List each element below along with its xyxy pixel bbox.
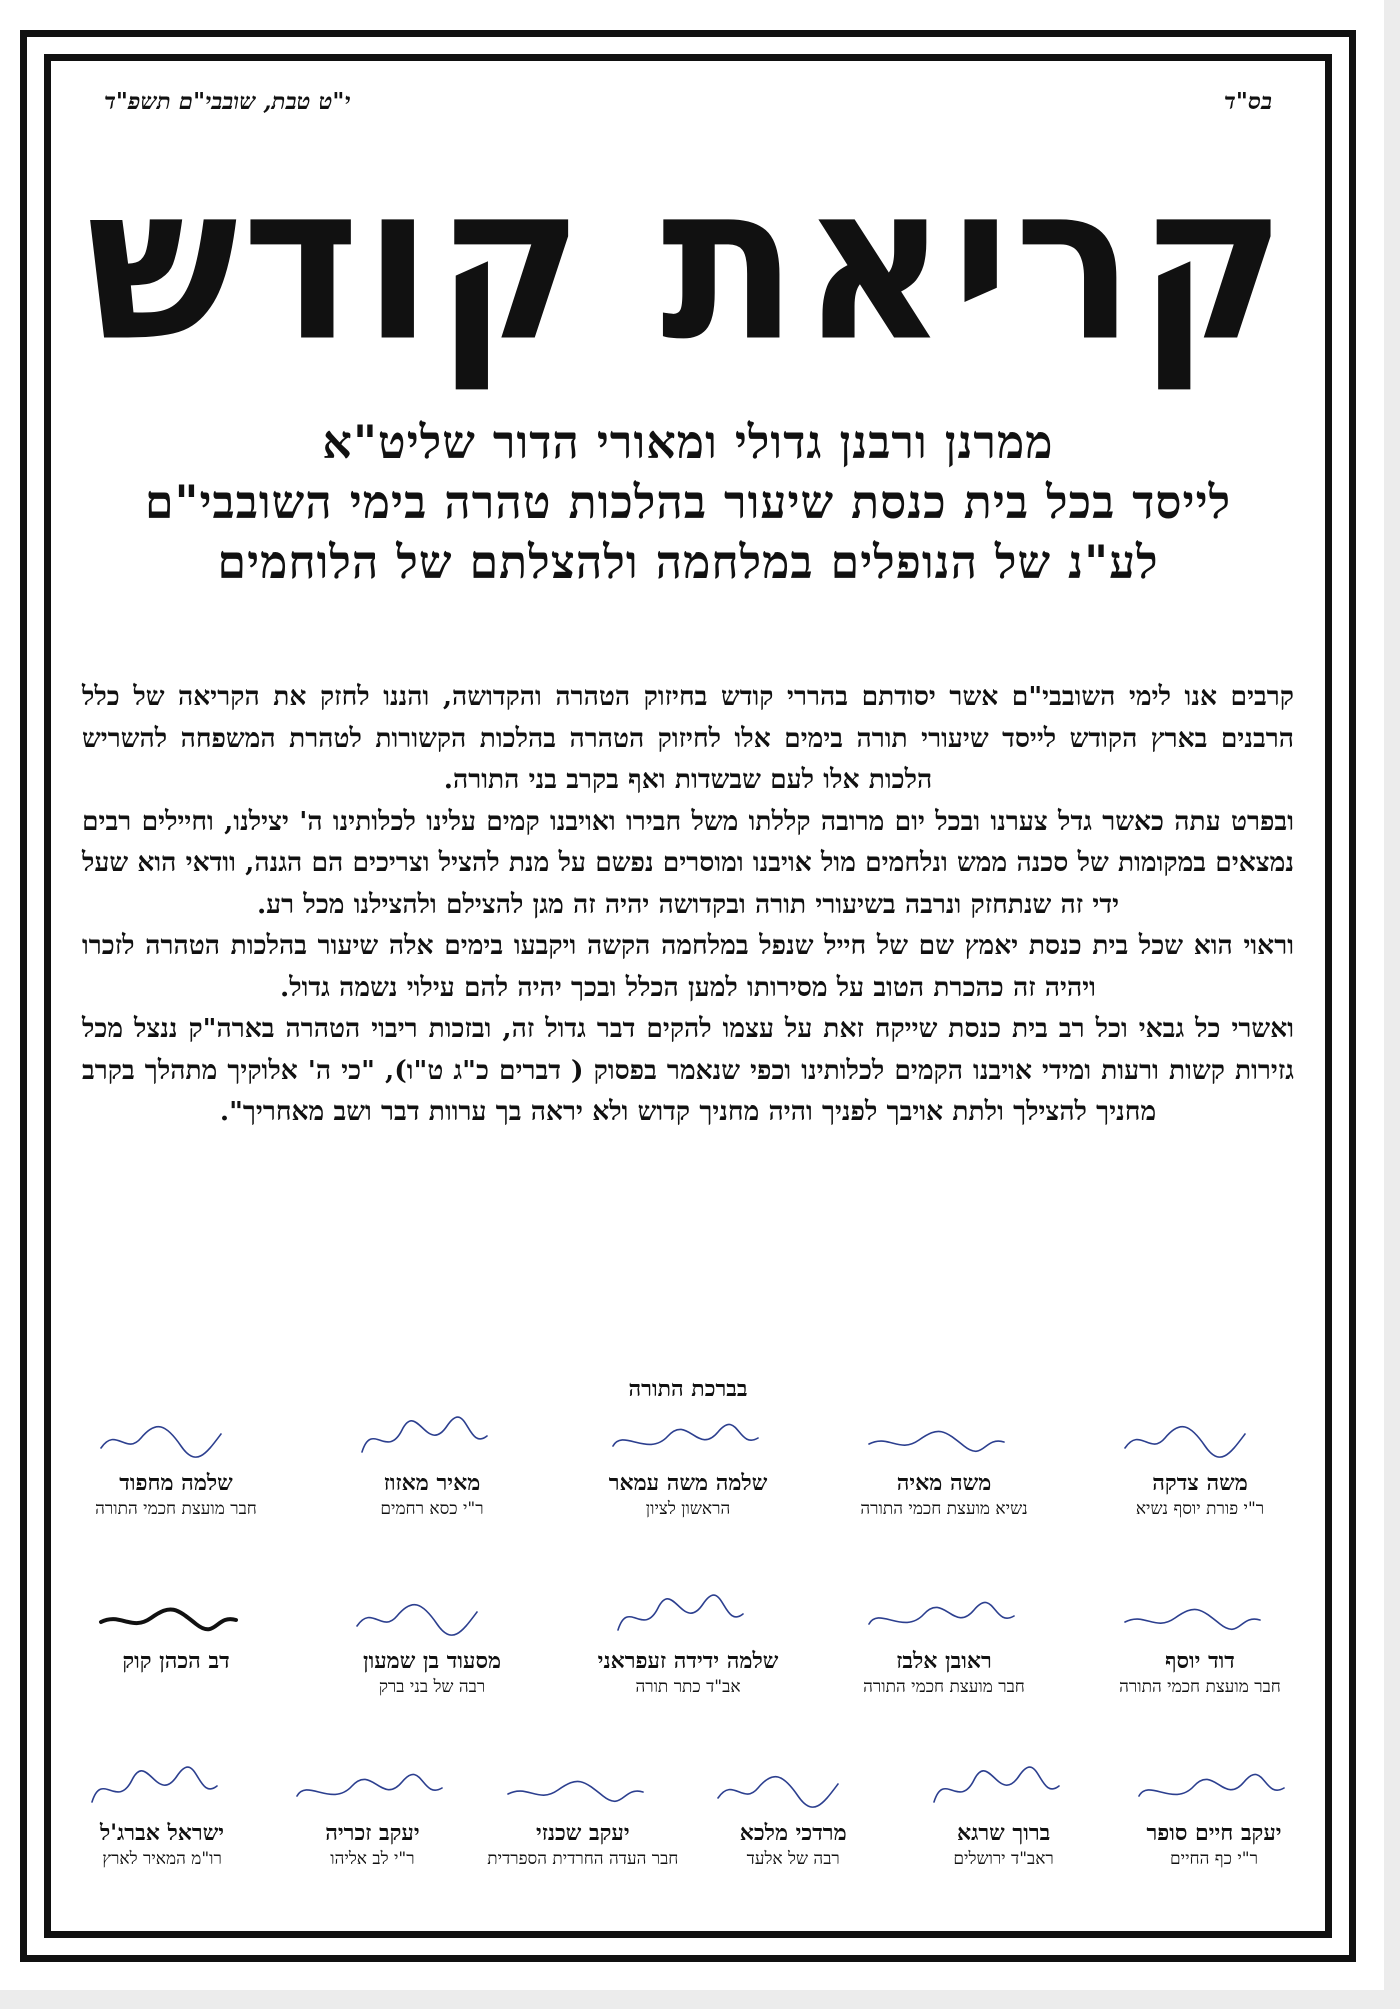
signatory-name: ברוך שרגא [956,1820,1051,1846]
signatory-title: חבר העדה החרדית הספרדית [487,1849,679,1869]
signatory-name: יעקב חיים סופר [1146,1820,1282,1846]
subtitle-line-1: ממרנן ורבנן גדולי ומאורי הדור שליט"א [322,415,1054,469]
signatory [906,1764,1102,1871]
signatory [485,1764,681,1871]
signatory-name: יעקב זכריה [325,1820,420,1846]
signatory-name: דב הכהן קוק [122,1648,230,1674]
signatory [274,1764,470,1871]
signatory [1094,1592,1306,1699]
signatory-name: מאיר מאזוז [383,1470,481,1496]
page-title: קריאת קודש [86,137,1290,390]
handwritten-signature [70,1414,282,1468]
subtitle-line-2: לייסד בכל בית כנסת שיעור בהלכות טהרה בימי השובבי"ם [144,475,1232,529]
handwritten-signature [274,1764,470,1818]
handwritten-signature [70,1592,282,1646]
handwritten-signature [906,1764,1102,1818]
bsd-mark: בס"ד [1223,88,1272,115]
blessing-line: בברכת התורה [628,1376,748,1402]
signatory-title: נשיא מועצת חכמי התורה [860,1499,1028,1519]
signatory-title: חבר מועצת חכמי התורה [95,1499,257,1519]
handwritten-signature [1094,1414,1306,1468]
signatory-title: חבר מועצת חכמי התורה [863,1677,1025,1697]
signatory-title: ר"י כף החיים [1170,1849,1258,1869]
signatory-title: אב"ד כתר תורה [635,1677,741,1697]
signatory-name: מסעוד בן שמעון [362,1648,502,1674]
paragraph-3: וראוי הוא שכל בית כנסת יאמץ שם של חייל שנפל במלחמה הקשה ויקבעו בימים אלה שיעור בהלכות הטהרה לזכרו ויהיה זה כהכרת הטוב על מסירותו למען הכלל ובכך יהיה להם עילוי נשמה גדול. [82,930,1294,1003]
date-line: י"ט טבת, שובבי"ם תשפ"ד [104,88,351,115]
handwritten-signature [1094,1592,1306,1646]
signatory [1116,1764,1312,1871]
signatory-name: שלמה מחפוד [119,1470,233,1496]
signatory [64,1764,260,1871]
body-text [82,676,1294,1133]
signatory-title: חבר מועצת חכמי התורה [1119,1677,1281,1697]
signatory [70,1592,282,1699]
signatory-name: מרדכי מלכא [739,1820,847,1846]
signatory-title: רבה של אלעד [746,1849,840,1869]
signature-row [64,1764,1312,1871]
signatory [1094,1414,1306,1521]
paragraph-1: קרבים אנו לימי השובבי"ם אשר יסודתם בהררי קודש בחיזוק הטהרה והקדושה, והננו לחזק את הקריאה של כלל הרבנים בארץ הקודש לייסד שיעורי תורה בימים אלו לחיזוק הטהרה בהלכות הקשורות לטהרת המשפחה להשריש הלכות אלו לעם שבשדות ואף בקרב בני התורה. [82,681,1294,795]
signature-row [64,1414,1312,1521]
signatory [326,1592,538,1699]
handwritten-signature [695,1764,891,1818]
paragraph-4: ואשרי כל גבאי וכל רב בית כנסת שייקח זאת על עצמו להקים דבר גדול זה, ובזכות ריבוי הטהרה בארה"ק ננצל מכל גזירות קשות ורעות ומידי אויבנו הקמים לכלותינו וכפי שנאמר בפסוק ( דברים כ"ג ט"ו), "כי ה' אלוקיך מתהלך בקרב מחניך להצילך ולתת אויבך לפניך והיה מחניך קדוש ולא יראה בך ערוות דבר ושב מאחריך". [82,1013,1294,1127]
handwritten-signature [485,1764,681,1818]
signatory-name: שלמה משה עמאר [608,1470,768,1496]
signatory-name: ראובן אלבז [896,1648,992,1674]
signatory-name: משה צדקה [1152,1470,1248,1496]
signatory [695,1764,891,1871]
signatory-title: הראשון לציון [645,1499,731,1519]
handwritten-signature [1116,1764,1312,1818]
signatory-title: רבה של בני ברק [378,1677,486,1697]
signatory [838,1592,1050,1699]
signatory [838,1414,1050,1521]
signatory-title: ראב"ד ירושלים [953,1849,1054,1869]
signatory-name: יעקב שכנזי [536,1820,630,1846]
signatory [582,1592,794,1699]
signatory [70,1414,282,1521]
handwritten-signature [582,1592,794,1646]
paragraph-2: ובפרט עתה כאשר גדל צערנו ובכל יום מרובה קללתו משל חבירו ואויבנו קמים עלינו לכלותינו ה' יצילנו, וחיילים רבים נמצאים במקומות של סכנה ממש ונלחמים מול אויבנו ומוסרים נפשם על מנת להציל וצריכים הם הגנה, וודאי הוא שעל ידי זה שנתחזק ונרבה בשיעורי תורה ובקדושה יהיה זה מגן להצילם ולהצילנו מכל רע. [82,805,1294,920]
handwritten-signature [326,1592,538,1646]
subtitle-block [64,412,1312,592]
signatory-title: רו"מ המאיר לארץ [102,1849,222,1869]
handwritten-signature [582,1414,794,1468]
signatory-name: שלמה ידידה זעפראני [597,1648,779,1674]
signatory-name: משה מאיה [896,1470,992,1496]
signatory-name: ישראל אברג'ל [100,1820,225,1846]
signatory-name: דוד יוסף [1165,1648,1235,1674]
signature-row [64,1592,1312,1699]
handwritten-signature [64,1764,260,1818]
header-row [104,88,1272,115]
handwritten-signature [838,1414,1050,1468]
subtitle-line-3: לע"נ של הנופלים במלחמה ולהצלתם של הלוחמים [217,535,1159,589]
signatory-title: ר"י כסא רחמים [380,1499,484,1519]
document-content [64,74,1312,1918]
handwritten-signature [326,1414,538,1468]
signatory [582,1414,794,1521]
signatory-title: ר"י לב אליהו [330,1849,415,1869]
handwritten-signature [838,1592,1050,1646]
signatory-title: ר"י פורת יוסף נשיא [1135,1499,1265,1519]
signatory [326,1414,538,1521]
